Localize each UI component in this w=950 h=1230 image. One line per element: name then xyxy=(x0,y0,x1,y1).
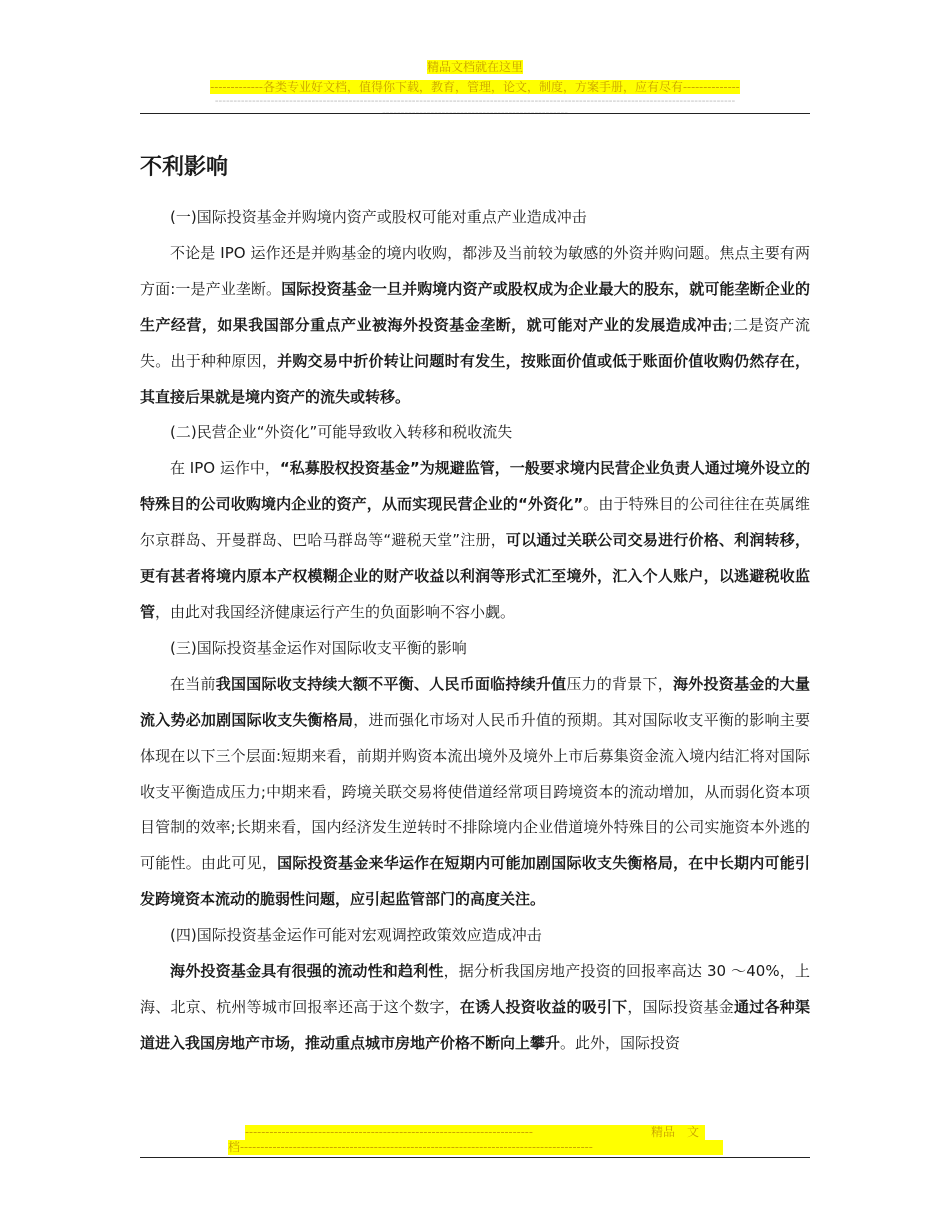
section-4-paragraph: 海外投资基金具有很强的流动性和趋利性，据分析我国房地产投资的回报率高达 30 ～40%，上海、北京、杭州等城市回报率还高于这个数字，在诱人投资收益的吸引下，国际投资基金通过各种渠道进入我国房地产市场，推动重点城市房地产价格不断向上攀升。此外，国际投资 xyxy=(140,962,810,1052)
header-dashes-2: -------------------------------------------------- xyxy=(382,107,568,119)
section-1-heading: (一)国际投资基金并购境内资产或股权可能对重点产业造成冲击 xyxy=(170,208,587,226)
footer-line-2: 档--------------------------------------------------------------------------------------- xyxy=(228,1140,723,1155)
footer-rule xyxy=(140,1157,810,1158)
header-dashes-1: -------------------------------------------------------------------------------------------------------------------------------------------- xyxy=(214,95,736,107)
doc-header xyxy=(140,56,810,119)
section-2-heading: (二)民营企业“外资化”可能导致收入转移和税收流失 xyxy=(170,423,513,442)
page-title: 不利影响 xyxy=(140,155,229,180)
header-rule xyxy=(140,113,810,114)
section-3-heading: (三)国际投资基金运作对国际收支平衡的影响 xyxy=(170,638,467,657)
section-4-heading: (四)国际投资基金运作可能对宏观调控政策效应造成冲击 xyxy=(170,926,542,945)
header-title: 精品文档就在这里 xyxy=(426,60,523,74)
section-1-paragraph: 不论是 IPO 运作还是并购基金的境内收购，都涉及当前较为敏感的外资并购问题。焦点主要有两方面:一是产业垄断。国际投资基金一旦并购境内资产或股权成为企业最大的股东，就可能垄断企业的生产经营，如果我国部分重点产业被海外投资基金垄断，就可能对产业的发展造成冲击;二是资产流失。出于种种原因，并购交易中折价转让问题时有发生，按账面价值或低于账面价值收购仍然存在，其直接后果就是境内资产的流失或转移。 xyxy=(140,243,810,406)
doc-footer xyxy=(140,1125,810,1159)
footer-line-1: ----------------------------------------------------------------------- 精品 文 xyxy=(245,1125,705,1140)
document-body xyxy=(140,200,810,1062)
footer-label: 精品 文 xyxy=(647,1125,699,1140)
section-2-paragraph: 在 IPO 运作中，“私募股权投资基金”为规避监管，一般要求境内民营企业负责人通过境外设立的特殊目的公司收购境内企业的资产，从而实现民营企业的“外资化”。由于特殊目的公司往往在英属维尔京群岛、开曼群岛、巴哈马群岛等“避税天堂”注册，可以通过关联公司交易进行价格、利润转移，更有甚者将境内原本产权模糊企业的财产收益以利润等形式汇至境外，汇入个人账户，以逃避税收监管，由此对我国经济健康运行产生的负面影响不容小觑。 xyxy=(140,459,810,621)
section-3-paragraph: 在当前我国国际收支持续大额不平衡、人民币面临持续升值压力的背景下，海外投资基金的大量流入势必加剧国际收支失衡格局，进而强化市场对人民币升值的预期。其对国际收支平衡的影响主要体现在以下三个层面:短期来看，前期并购资本流出境外及境外上市后募集资金流入境内结汇将对国际收支平衡造成压力;中期来看，跨境关联交易将使借道经常项目跨境资本的流动增加，从而弱化资本项目管制的效率;长期来看，国内经济发生逆转时不排除境内企业借道境外特殊目的公司实施资本外逃的可能性。由此可见，国际投资基金来华运作在短期内可能加剧国际收支失衡格局，在中长期内可能引发跨境资本流动的脆弱性问题，应引起监管部门的高度关注。 xyxy=(140,674,810,909)
header-slogan: -------------各类专业好文档，值得你下载，教育，管理，论文，制度，方案手册，应有尽有-------------- xyxy=(210,80,740,94)
